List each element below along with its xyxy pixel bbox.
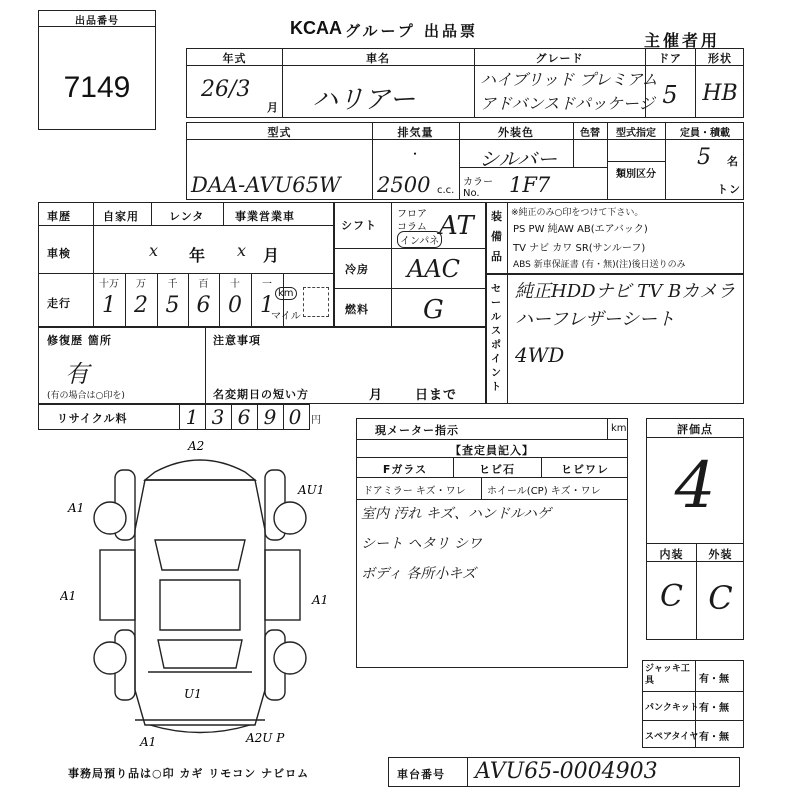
digit-label-100: 百 bbox=[198, 279, 209, 290]
repair-caution-table bbox=[38, 327, 486, 404]
puncture-kit-label: パンクキット bbox=[645, 703, 699, 713]
displacement-label: 排気量 bbox=[397, 126, 434, 139]
recycle-fee-row bbox=[38, 404, 321, 430]
car-damage-diagram bbox=[60, 440, 340, 760]
mileage-label: 走行 bbox=[47, 297, 71, 310]
inspection-label: 車検 bbox=[47, 247, 71, 260]
displacement-value: 2500 bbox=[377, 173, 431, 197]
equipment-table bbox=[486, 202, 744, 274]
recycle-digit-1: 1 bbox=[185, 405, 199, 429]
ac-label: 冷房 bbox=[345, 263, 369, 276]
usage-label: 車歴 bbox=[47, 210, 71, 223]
mileage-digits bbox=[93, 273, 283, 328]
exterior-label: 外装 bbox=[708, 548, 733, 561]
score-label: 評価点 bbox=[677, 423, 713, 436]
diagram-mark-5: A1 bbox=[312, 593, 329, 607]
equipment-line1: PS PW 純AW AB(エアバック) bbox=[513, 224, 648, 235]
doors-value: 5 bbox=[662, 81, 678, 109]
ton-unit: トン bbox=[717, 183, 741, 196]
inspection-year-value: x bbox=[149, 241, 159, 260]
kcaa-logo: KCAA bbox=[290, 18, 342, 38]
spare-tire-value: 有・無 bbox=[699, 732, 729, 743]
recycle-digit-2: 3 bbox=[211, 405, 225, 429]
sales-point-label: セールスポイント bbox=[491, 284, 502, 393]
drive-table bbox=[334, 202, 486, 327]
recycle-digit-4: 9 bbox=[263, 405, 277, 429]
shift-floor: フロア bbox=[397, 209, 427, 220]
diagram-mark-3: AU1 bbox=[298, 483, 325, 497]
recycle-digit-3: 6 bbox=[237, 405, 251, 429]
capacity-value: 5 bbox=[697, 145, 711, 170]
inspection-month-value: x bbox=[237, 241, 247, 260]
repair-note: (有の場合は○印を) bbox=[47, 391, 125, 401]
color-label: 外装色 bbox=[498, 126, 534, 139]
rename-day-unit: 日まで bbox=[415, 388, 458, 403]
inspector-note-2: シート ヘタリ シワ bbox=[361, 536, 482, 552]
repair-label: 修復歴 箇所 bbox=[47, 334, 112, 347]
accessories-table bbox=[642, 660, 744, 748]
jack-tool-value: 有・無 bbox=[699, 674, 729, 685]
grade-line2: アドバンスドパッケージ bbox=[480, 94, 655, 113]
mileage-digit-5: 0 bbox=[228, 293, 242, 318]
capacity-unit: 名 bbox=[727, 155, 739, 168]
exterior-value: C bbox=[708, 579, 733, 617]
wheel-label: ホイール(CP) キズ・ワレ bbox=[487, 486, 601, 497]
basic-info-table bbox=[186, 48, 744, 118]
year-month-unit: 月 bbox=[267, 101, 279, 114]
fuel-value: G bbox=[423, 295, 444, 325]
meter-km-unit: km bbox=[611, 423, 627, 434]
grade-label: グレード bbox=[535, 52, 584, 65]
digit-label-10: 十 bbox=[230, 279, 240, 290]
usage-business: 事業営業車 bbox=[235, 210, 295, 223]
mileage-digit-1: 1 bbox=[102, 293, 116, 318]
office-note: 事務局預り品は○印 カギ リモコン ナビロム bbox=[68, 767, 310, 780]
grade-line1: ハイブリッド プレミアム bbox=[480, 70, 658, 89]
rename-label: 名変期日の短い方 bbox=[213, 388, 309, 401]
diagram-mark-2: A1 bbox=[68, 501, 85, 515]
interior-value: C bbox=[660, 579, 683, 614]
repair-value: 有 bbox=[65, 360, 89, 388]
recycle-digit-5: 0 bbox=[288, 405, 302, 429]
equipment-line2: TV ナビ カワ SR(サンルーフ) bbox=[513, 243, 646, 254]
stone-chip-label: ヒビ石 bbox=[479, 463, 515, 476]
rename-month-unit: 月 bbox=[369, 388, 384, 403]
recycle-unit: 円 bbox=[311, 415, 321, 426]
color-no-value: 1F7 bbox=[509, 173, 551, 197]
equipment-line3: ABS 新車保証書 (有・無)(注)後日送りのみ bbox=[513, 260, 686, 270]
doors-label: ドア bbox=[658, 52, 682, 65]
repaint-label: 色替 bbox=[580, 128, 600, 139]
mileage-digit-3: 5 bbox=[165, 293, 180, 318]
inspector-title: 【査定員記入】 bbox=[450, 444, 534, 457]
ac-value: AAC bbox=[407, 255, 461, 283]
diagram-mark-8: A2U P bbox=[246, 731, 285, 745]
inspection-year-unit: 年 bbox=[189, 246, 207, 265]
inspection-month-unit: 月 bbox=[263, 246, 281, 265]
digit-label-1k: 千 bbox=[167, 279, 178, 290]
equipment-note: ※純正のみ○印をつけて下さい。 bbox=[511, 208, 644, 218]
mile-option: マイル bbox=[271, 311, 301, 322]
shift-label: シフト bbox=[341, 219, 377, 232]
model-label: 型式 bbox=[267, 126, 292, 139]
designation-label: 型式指定 bbox=[616, 128, 656, 139]
mileage-digit-6: 1 bbox=[260, 293, 274, 318]
digit-label-100k: 十万 bbox=[99, 279, 119, 290]
digit-label-1: 一 bbox=[262, 279, 272, 290]
history-table bbox=[38, 202, 334, 327]
year-label: 年式 bbox=[222, 52, 247, 65]
shift-instrument-panel: インパネ bbox=[397, 231, 442, 248]
model-value: DAA-AVU65W bbox=[191, 173, 341, 197]
spare-tire-label: スペアタイヤ bbox=[645, 732, 699, 742]
mileage-digit-4: 6 bbox=[196, 293, 211, 318]
sales-line1: 純正HDDナビ TV Bカメラ bbox=[515, 281, 736, 302]
lot-number-box bbox=[38, 10, 156, 130]
chassis-number-row bbox=[388, 757, 740, 787]
shift-column: コラム bbox=[397, 222, 427, 233]
lot-label: 出品番号 bbox=[75, 16, 119, 27]
interior-label: 内装 bbox=[659, 548, 684, 561]
inspector-table bbox=[356, 418, 628, 668]
lot-number: 7149 bbox=[63, 71, 131, 104]
form-title: グループ 出品票 bbox=[345, 22, 479, 40]
jack-tool-label: ジャッキ工具 bbox=[645, 664, 690, 686]
shift-value: AT bbox=[439, 211, 474, 241]
inspector-note-3: ボディ 各所小キズ bbox=[361, 566, 477, 582]
displacement-dot: ・ bbox=[409, 147, 422, 161]
diagram-mark-1: A2 bbox=[188, 440, 205, 453]
mileage-digit-2: 2 bbox=[134, 293, 148, 318]
capacity-label: 定員・積載 bbox=[680, 128, 730, 139]
caution-label: 注意事項 bbox=[213, 334, 261, 347]
meter-label: 現メーター指示 bbox=[375, 424, 459, 437]
color-value: シルバー bbox=[479, 147, 558, 171]
usage-rental: レンタ bbox=[169, 210, 205, 223]
f-glass-label: Fガラス bbox=[382, 463, 428, 476]
inspector-note-1: 室内 汚れ キズ、ハンドルハゲ bbox=[361, 506, 552, 522]
score-table bbox=[646, 418, 744, 640]
diagram-mark-7: A1 bbox=[140, 735, 157, 749]
shape-value: HB bbox=[702, 81, 738, 106]
fuel-label: 燃料 bbox=[345, 303, 369, 316]
recycle-label: リサイクル料 bbox=[57, 412, 128, 425]
score-value: 4 bbox=[674, 449, 716, 523]
year-value: 26/3 bbox=[201, 77, 251, 102]
sales-point-table bbox=[486, 274, 744, 404]
chassis-label: 車台番号 bbox=[397, 768, 445, 781]
name-label: 車名 bbox=[366, 52, 390, 65]
cc-unit: c.c. bbox=[437, 185, 455, 196]
digit-label-10k: 万 bbox=[136, 279, 146, 290]
puncture-kit-value: 有・無 bbox=[699, 703, 729, 714]
car-name-value: ハリアー bbox=[312, 85, 416, 115]
category-label: 類別区分 bbox=[616, 169, 656, 180]
shape-label: 形状 bbox=[708, 52, 732, 65]
km-option: km bbox=[275, 287, 297, 300]
mileage-unit-box bbox=[303, 287, 329, 317]
organizer-label: 主催者用 bbox=[644, 31, 721, 50]
diagram-mark-6: U1 bbox=[184, 687, 202, 701]
color-no-label: カラーNo. bbox=[463, 177, 493, 199]
door-mirror-label: ドアミラー キズ・ワレ bbox=[363, 486, 466, 497]
equipment-label: 装備品 bbox=[491, 210, 503, 263]
chassis-value: AVU65-0004903 bbox=[475, 759, 658, 784]
sales-line3: 4WD bbox=[515, 343, 565, 367]
crack-label: ヒビワレ bbox=[561, 463, 609, 476]
usage-private: 自家用 bbox=[103, 210, 139, 223]
spec-table bbox=[186, 122, 744, 200]
sales-line2: ハーフレザーシート bbox=[515, 309, 676, 330]
diagram-mark-4: A1 bbox=[60, 589, 77, 603]
